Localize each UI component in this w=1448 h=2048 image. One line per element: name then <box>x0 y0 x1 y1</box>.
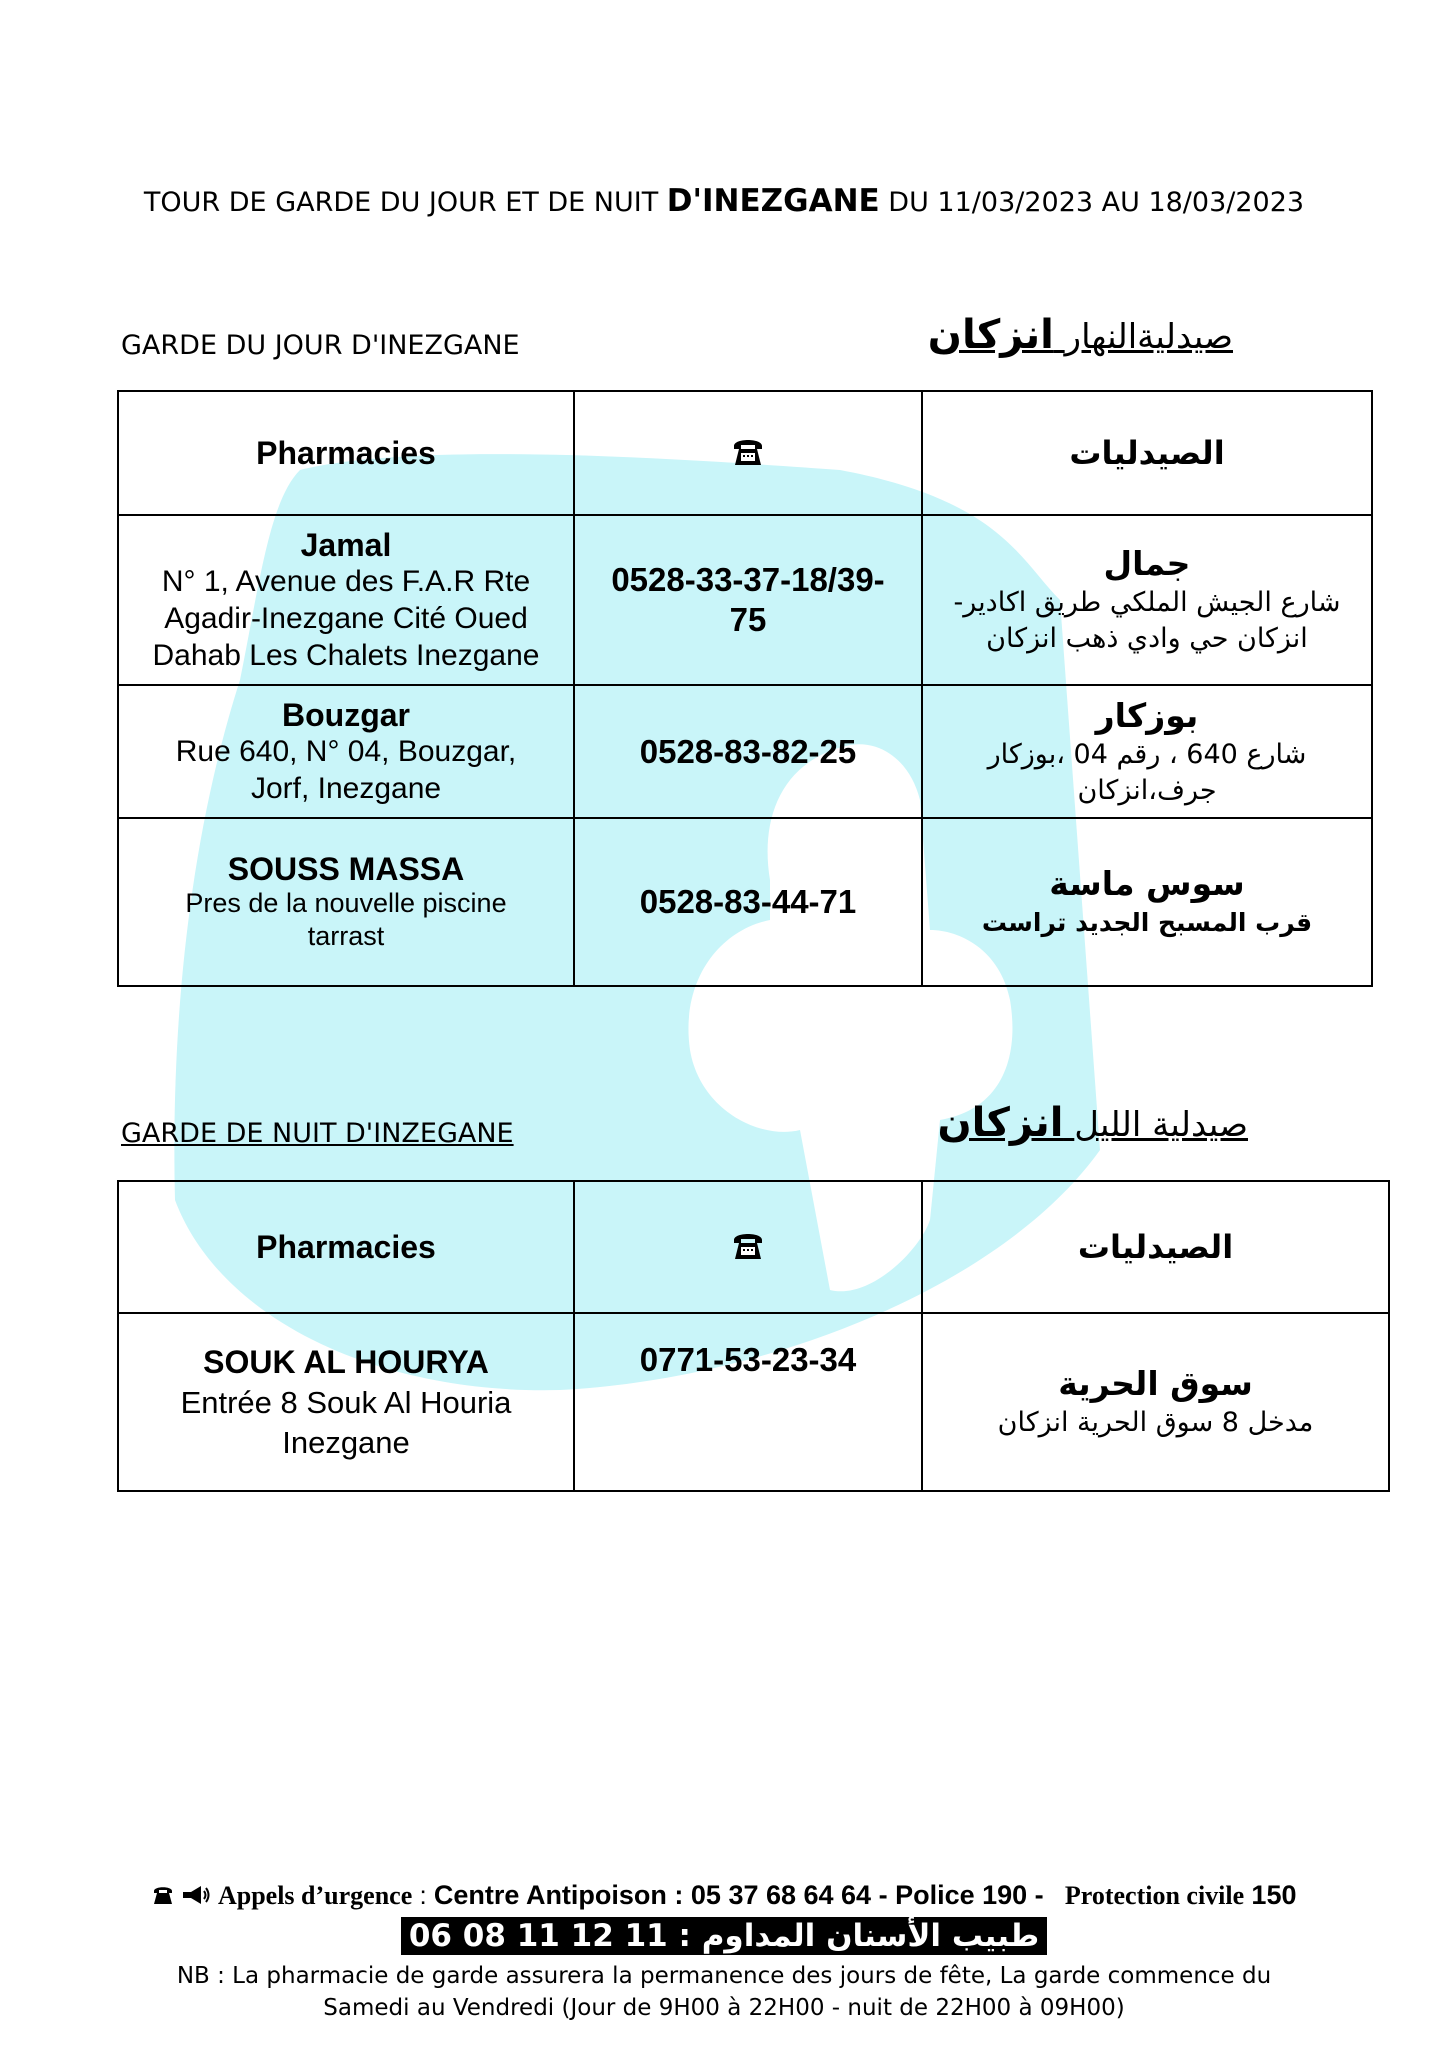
table-row <box>118 515 1372 685</box>
phone-number: 0771-53-23-34 <box>639 1341 857 1378</box>
table-header-row <box>118 391 1372 515</box>
phone-number: 75 <box>729 601 767 638</box>
pharmacy-cell-ar <box>922 1313 1389 1491</box>
day-title-ar-prefix: صيدليةالنهار <box>1064 317 1233 357</box>
pharmacy-name: Bouzgar <box>282 696 410 733</box>
night-title-ar-city: انزكان <box>937 1100 1064 1146</box>
pharmacy-address-ar: شارع 640 ، رقم 04 ،بوزكار جرف،انزكان <box>987 738 1307 806</box>
pharmacy-name: SOUSS MASSA <box>227 851 465 887</box>
nb-line-2: Samedi au Vendredi (Jour de 9H00 à 22H00 - nuit de 22H00 à 09H00) <box>323 1995 1125 2021</box>
phone-cell <box>574 685 922 818</box>
pharmacy-address-line: Entrée 8 Souk Al Houria <box>180 1385 512 1420</box>
pharmacy-cell <box>118 1313 574 1491</box>
header-phone <box>574 1181 922 1313</box>
table-row <box>118 685 1372 818</box>
emergency-calls-line <box>0 1880 1448 1911</box>
title-part1: TOUR DE GARDE DU JOUR ET DE NUIT <box>143 187 667 218</box>
pharmacy-cell <box>118 685 574 818</box>
emergency-label: Appels d’urgence <box>217 1881 413 1910</box>
pharmacy-address-ar: شارع الجيش الملكي طريق اكادير- انزكان حي وادي ذهب انزكان <box>953 587 1341 654</box>
title-part2: DU 11/03/2023 AU 18/03/2023 <box>879 187 1305 218</box>
night-pharmacies-table <box>117 1180 1390 1492</box>
pharmacy-name-ar: سوس ماسة <box>1049 864 1245 903</box>
pharmacy-cell-ar <box>922 818 1372 986</box>
pharmacy-cell <box>118 818 574 986</box>
pharmacy-address-line: N° 1, Avenue des F.A.R Rte <box>161 564 531 598</box>
phone-number: 0528-83-44-71 <box>639 883 857 920</box>
pharmacy-address-line: tarrast <box>307 921 385 951</box>
telephone-icon <box>731 434 765 468</box>
page-title <box>0 183 1448 219</box>
phone-number: 0528-83-82-25 <box>639 732 857 770</box>
pharmacy-address-line: Jorf, Inezgane <box>250 771 442 805</box>
pharmacy-name-ar: جمال <box>1103 544 1191 583</box>
civil-protection-number: 150 <box>1251 1880 1297 1910</box>
day-title-ar-city: انزكان <box>927 312 1054 358</box>
header-pharmacies: Pharmacies <box>118 391 574 515</box>
table-header-row <box>118 1181 1389 1313</box>
civil-protection-label: Protection civile <box>1064 1881 1245 1910</box>
day-section-title-ar <box>928 312 1233 358</box>
table-row <box>118 1313 1389 1491</box>
emergency-numbers: Centre Antipoison : 05 37 68 64 64 - Police 190 - <box>433 1880 1044 1910</box>
phone-number: 0528-33-37-18/39- <box>611 561 885 598</box>
phone-icon <box>152 1884 174 1906</box>
pharmacy-address-line: Pres de la nouvelle piscine <box>185 888 507 918</box>
pharmacy-cell-ar <box>922 685 1372 818</box>
pharmacy-address-line: Dahab Les Chalets Inezgane <box>152 638 540 672</box>
megaphone-icon <box>181 1884 211 1906</box>
nb-line-1: NB : La pharmacie de garde assurera la permanence des jours de fête, La garde commence du <box>176 1963 1272 1989</box>
pharmacy-address-line: Inezgane <box>282 1425 410 1460</box>
table-row <box>118 818 1372 986</box>
night-title-ar-prefix: صيدلية الليل <box>1074 1105 1248 1145</box>
pharmacy-cell <box>118 515 574 685</box>
header-phone <box>574 391 922 515</box>
night-section-title-ar <box>937 1100 1248 1146</box>
pharmacy-address-ar: مدخل 8 سوق الحرية انزكان <box>997 1407 1314 1438</box>
nb-note <box>0 1960 1448 2024</box>
night-section-title: GARDE DE NUIT D'INZEGANE <box>121 1118 514 1149</box>
pharmacy-name-ar: بوزكار <box>1095 695 1199 735</box>
pharmacy-address-line: Agadir-Inezgane Cité Oued <box>164 601 528 635</box>
pharmacy-name-ar: سوق الحرية <box>1058 1364 1253 1403</box>
pharmacy-name: SOUK AL HOURYA <box>203 1344 489 1380</box>
dentist-text: طبيب الأسنان المداوم : 11 12 11 08 06 <box>401 1917 1047 1955</box>
header-pharmacies-ar: الصيدليات <box>922 391 1372 515</box>
header-pharmacies-ar: الصيدليات <box>922 1181 1389 1313</box>
emergency-colon: : <box>412 1880 434 1910</box>
pharmacy-cell-ar <box>922 515 1372 685</box>
pharmacy-address-ar: قرب المسبح الجديد تراست <box>981 908 1313 937</box>
telephone-icon <box>731 1228 765 1262</box>
day-pharmacies-table <box>117 390 1373 987</box>
phone-cell <box>574 1313 922 1491</box>
pharmacy-address-line: Rue 640, N° 04, Bouzgar, <box>175 734 517 768</box>
dentist-on-call <box>0 1917 1448 1955</box>
header-pharmacies: Pharmacies <box>118 1181 574 1313</box>
phone-cell <box>574 515 922 685</box>
day-section-title: GARDE DU JOUR D'INEZGANE <box>121 330 520 361</box>
pharmacy-name: Jamal <box>300 526 392 563</box>
title-city: D'INEZGANE <box>666 183 880 219</box>
phone-cell <box>574 818 922 986</box>
